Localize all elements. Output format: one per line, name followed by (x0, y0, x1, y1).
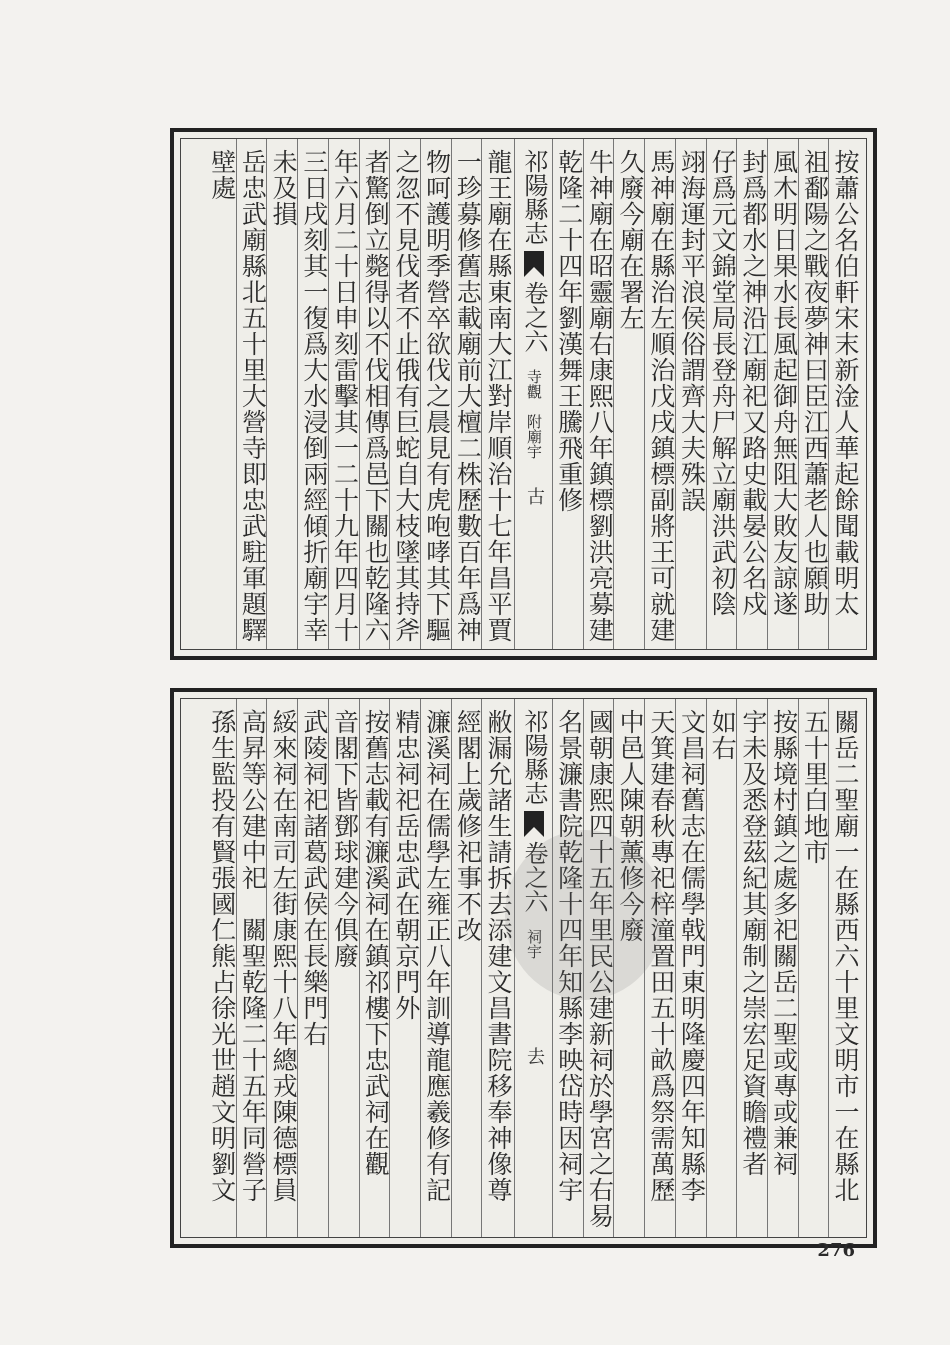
text-column: 牛神廟在昭靈廟右康熙八年鎮標劉洪亮募建 (585, 149, 615, 643)
library-stamp-watermark (505, 830, 665, 1000)
volume-label: 卷之六 (520, 841, 548, 913)
text-column: 龍王廟在縣東南大江對岸順治十七年昌平賈 (484, 149, 513, 643)
text-column: 岳忠武廟縣北五十里大營寺即忠武駐軍題驛 (238, 149, 268, 643)
text-column: 按蕭公名伯軒宋末新淦人華起餘聞載明太 (831, 149, 860, 617)
text-column: 年六月二十日申刻雷擊其一二十九年四月十 (330, 149, 360, 643)
column-divider (552, 139, 553, 649)
fish-tail-mark-icon (524, 251, 544, 277)
text-column: 武陵祠祀諸葛武侯在長樂門右 (299, 709, 329, 1047)
text-column: 乾隆二十四年劉漢舞王騰飛重修 (554, 149, 584, 513)
text-column: 綏來祠在南司左街康熙十八年總戎陳德標員 (269, 709, 299, 1203)
text-column: 天箕建春秋專祀梓潼置田五十畝爲祭需萬歷 (646, 709, 676, 1203)
text-column: 宇未及悉登茲紀其廟制之崇宏足資瞻禮者 (738, 709, 768, 1177)
text-column: 國朝康熙四十五年里民公建新祠於學宮之右易 (585, 709, 615, 1229)
fish-tail-mark-icon (524, 811, 544, 837)
text-column: 祖鄱陽之戰夜夢神曰臣江西蕭老人也願助 (800, 149, 830, 617)
text-column: 之忽不見伐者不止俄有巨蛇自大枝墜其持斧 (391, 149, 421, 643)
text-column: 孫生監投有賢張國仁熊占徐光世趙文明劉文 (207, 709, 237, 1203)
text-column: 按縣境村鎮之處多祀關岳二聖或專或兼祠 (769, 709, 799, 1177)
leaf-number: 古 (524, 487, 545, 505)
text-column: 按舊志載有濂溪祠在鎮祁樓下忠武祠在觀 (361, 709, 391, 1177)
text-column: 未及損 (269, 149, 299, 227)
text-column: 敝漏允諸生請拆去添建文昌書院移奉神像尊 (484, 709, 513, 1203)
book-title: 祁陽縣志 (520, 709, 548, 805)
top-page-panel (170, 128, 877, 660)
text-column: 者驚倒立斃得以不伐相傳爲邑下關也乾隆六 (361, 149, 391, 643)
page-number: 276 (817, 1240, 855, 1261)
text-column: 如右 (708, 709, 738, 761)
column-divider (514, 139, 515, 649)
volume-label: 卷之六 (520, 281, 548, 353)
text-column: 三日戌刻其一復爲大水浸倒兩經傾折廟宇幸 (299, 149, 329, 643)
text-column: 關岳二聖廟一在縣西六十里文明市一在縣北 (831, 709, 860, 1203)
section-label: 祠宇 (525, 929, 543, 959)
section-label: 寺觀 附廟宇 (525, 369, 543, 459)
text-column: 五十里白地市 (800, 709, 830, 865)
text-column: 高昇等公建中祀 關聖乾隆二十五年同營子 (238, 709, 268, 1203)
text-column: 一珍募修舊志載廟前大檀二株歷數百年爲神 (453, 149, 483, 643)
text-column: 久廢今廟在署左 (616, 149, 646, 331)
column-divider (514, 699, 515, 1237)
text-column: 濂溪祠在儒學左雍正八年訓導龍應羲修有記 (422, 709, 452, 1203)
text-column: 翊海運封平浪侯俗謂齊大夫殊誤 (677, 149, 707, 513)
text-column: 物呵護明季營卒欲伐之晨見有虎咆哮其下驅 (422, 149, 452, 643)
text-column: 文昌祠舊志在儒學戟門東明隆慶四年知縣李 (677, 709, 707, 1203)
text-column: 仔爲元文錦堂局長登舟尸解立廟洪武初陰 (708, 149, 738, 617)
fold-center-column (517, 139, 551, 649)
text-column: 壁處 (207, 149, 237, 201)
leaf-number: 去 (524, 1047, 545, 1065)
top-page-frame (180, 138, 867, 650)
text-column: 音閣下皆鄧球建今俱廢 (330, 709, 360, 969)
text-column: 名景濂書院乾隆十四年知縣李映岱時因祠宇 (554, 709, 584, 1203)
text-column: 經閣上歲修祀事不改 (453, 709, 483, 943)
text-column: 中邑人陳朝薰修今廢 (616, 709, 646, 943)
text-column: 封爲都水之神沿江廟祀又路史載晏公名戍 (738, 149, 768, 617)
text-column: 風木明日果水長風起御舟無阻大敗友諒遂 (769, 149, 799, 617)
text-column: 精忠祠祀岳忠武在朝京門外 (391, 709, 421, 1021)
text-column: 馬神廟在縣治左順治戊戌鎮標副將王可就建 (646, 149, 676, 643)
book-title: 祁陽縣志 (520, 149, 548, 245)
